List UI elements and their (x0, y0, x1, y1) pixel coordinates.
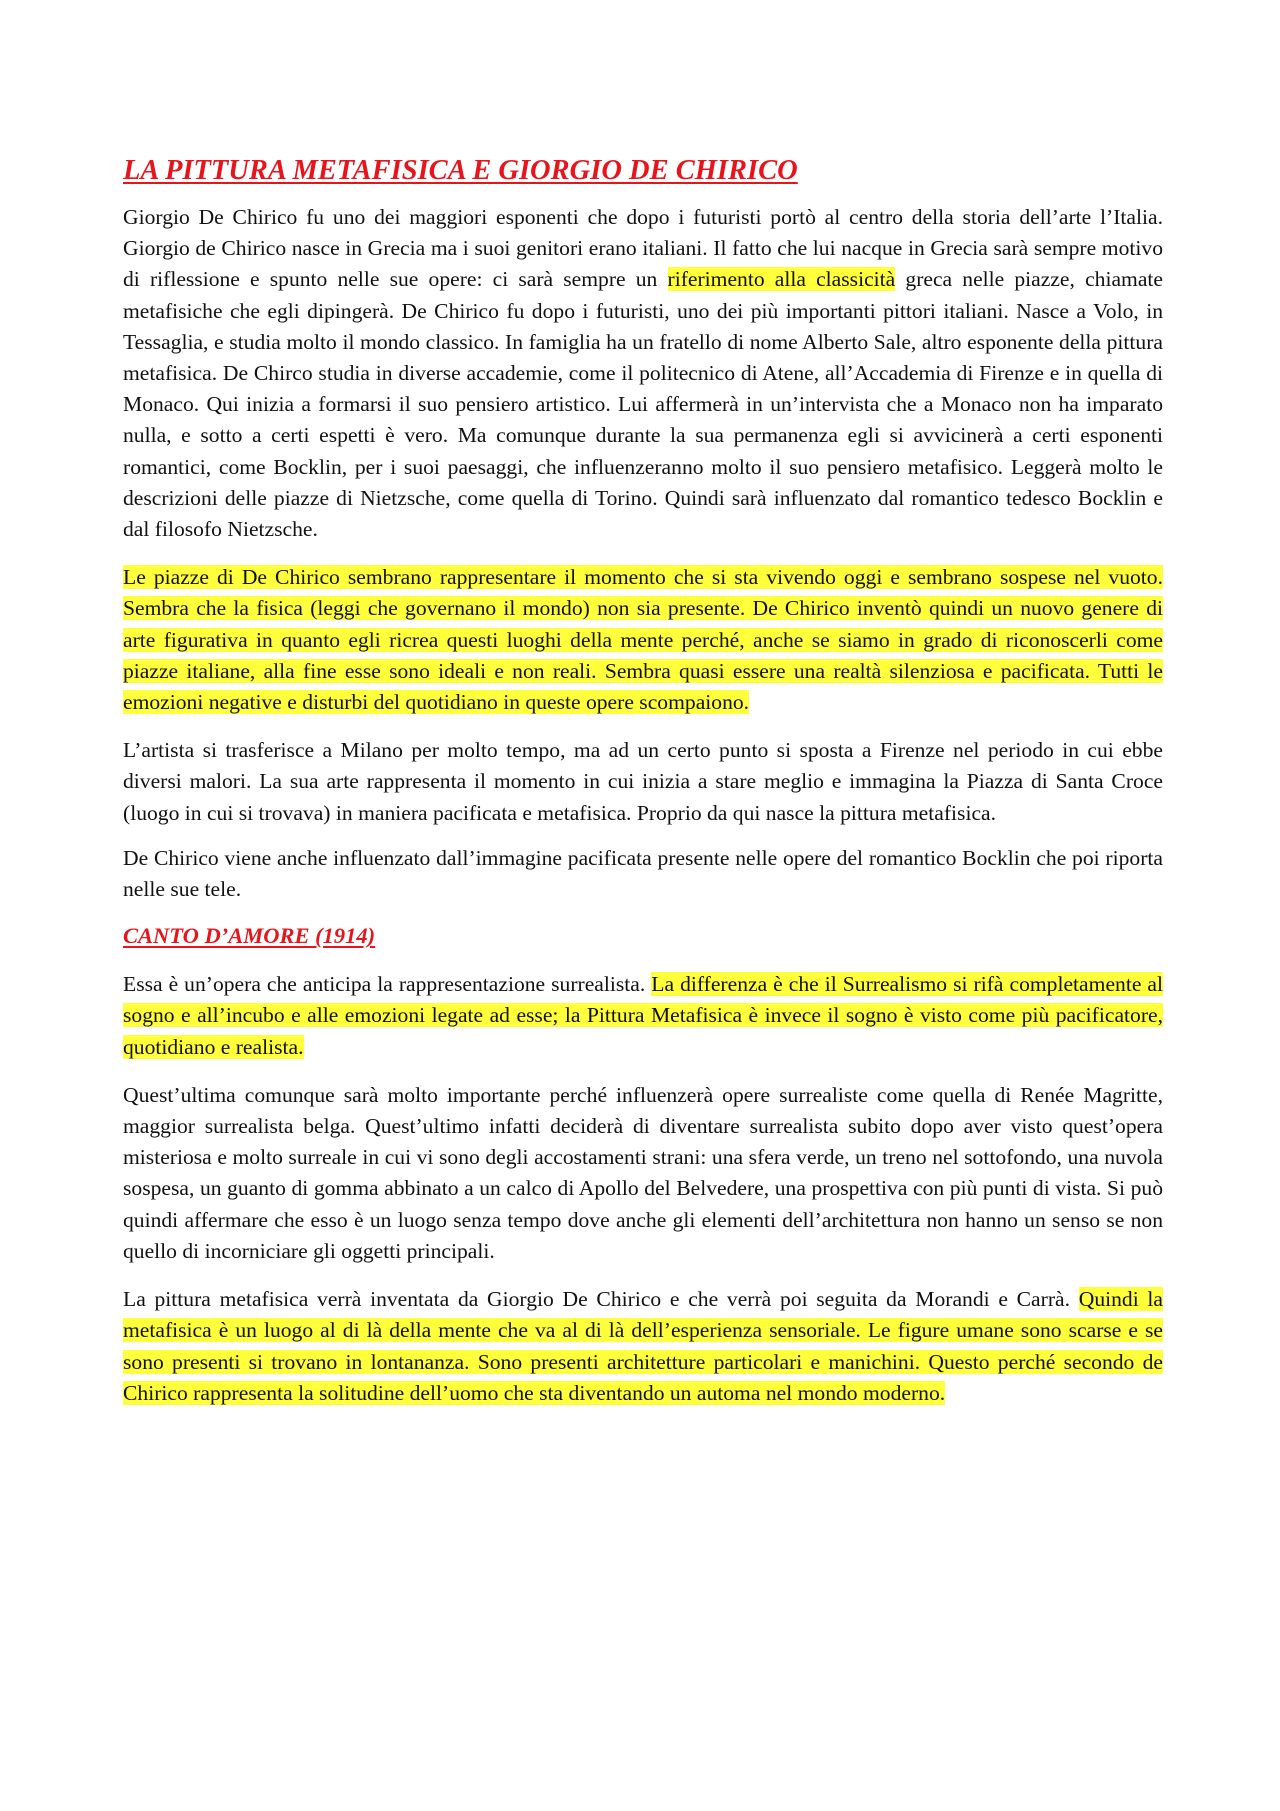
paragraph-milano: L’artista si trasferisce a Milano per molto tempo, ma ad un certo punto si sposta a Firenze nel periodo in cui ebbe diversi malori. La sua arte rappresenta il momento in cui inizia a stare meglio e immagina la Piazza di Santa Croce (luogo in cui si trovava) in maniera pacificata e metafisica. Proprio da qui nasce la pittura metafisica. (123, 738, 1163, 825)
paragraph-piazze (123, 562, 1163, 718)
paragraph-bocklin: De Chirico viene anche influenzato dall’immagine pacificata presente nelle opere del romantico Bocklin che poi riporta nelle sue tele. (123, 845, 1163, 902)
piazze-highlight: Le piazze di De Chirico sembrano rappresentare il momento che si sta vivendo oggi e sembrano sospese nel vuoto. Sembra che la fisica (leggi che governano il mondo) non sia presente. De Chirico inventò quindi un nuovo genere di arte figurativa in quanto egli ricrea questi luoghi della mente perché, anche se siamo in grado di riconoscerli come piazze italiane, alla fine esse sono ideali e non reali. Sembra quasi essere una realtà silenziosa e pacificata. Tutti le emozioni negative e disturbi del quotidiano in queste opere scompaiono. (123, 565, 1163, 715)
canto-highlight: La differenza è che il Surrealismo si rifà completamente al sogno e all’incubo e alle emozioni legate ad esse; la Pittura Metafisica è invece il sogno è visto come più pacificatore, quotidiano e realista. (123, 972, 1163, 1059)
section-title-canto: CANTO D’AMORE (1914) (123, 923, 376, 949)
document-title: LA PITTURA METAFISICA E GIORGIO DE CHIRICO (123, 155, 798, 186)
canto-text: Essa è un’opera che anticipa la rappresentazione surrealista. (123, 972, 652, 997)
paragraph-finale (123, 1284, 1163, 1409)
finale-text: La pittura metafisica verrà inventata da Giorgio De Chirico e che verrà poi seguita da Morandi e Carrà. (123, 1287, 1079, 1312)
document-page (123, 152, 1163, 1423)
finale-highlight: Quindi la metafisica è un luogo al di là della mente che va al di là dell’esperienza sensoriale. Le figure umane sono scarse e se sono presenti si trovano in lontananza. Sono presenti architetture particolari e manichini. Questo perché secondo de Chirico rappresenta la solitudine dell’uomo che sta diventando un automa nel mondo moderno. (123, 1287, 1164, 1405)
intro-text-1: Giorgio De Chirico fu uno dei maggiori esponenti che dopo i futuristi portò al centro della storia dell’arte l’Italia. Giorgio de Chirico nasce in Grecia ma i suoi genitori erano italiani. Il fatto che lui nacque in Grecia sarà sempre motivo di riflessione e spunto nelle sue opere: ci sarà sempre un (123, 205, 1163, 292)
paragraph-magritte: Quest’ultima comunque sarà molto importante perché influenzerà opere surrealiste come quella di Renée Magritte, maggior surrealista belga. Quest’ultimo infatti deciderà di diventare surrealista subito dopo aver visto quest’opera misteriosa e molto surreale in cui vi sono degli accostamenti strani: una sfera verde, un treno nel sottofondo, una nuvola sospesa, un guanto di gomma abbinato a un calco di Apollo del Belvedere, una prospettiva con più punti di vista. Si può quindi affermare che esso è un luogo senza tempo dove anche gli elementi dell’architettura non hanno un senso se non quello di incorniciare gli oggetti principali. (123, 1082, 1163, 1263)
intro-text-2: greca nelle piazze, chiamate metafisiche che egli dipingerà. De Chirico fu dopo i futuristi, uno dei più importanti pittori italiani. Nasce a Volo, in Tessaglia, e studia molto il mondo classico. In famiglia ha un fratello di nome Alberto Sale, altro esponente della pittura metafisica. De Chirco studia in diverse accademie, come il politecnico di Atene, all’Accademia di Firenze e in quella di Monaco. Qui inizia a formarsi il suo pensiero artistico. Lui affermerà in un’intervista che a Monaco non ha imparato nulla, e sotto a certi espetti è vero. Ma comunque durante la sua permanenza egli si avvicinerà a certi esponenti romantici, come Bocklin, per i suoi paesaggi, che influenzeranno molto il suo pensiero metafisico. Leggerà molto le descrizioni delle piazze di Nietzsche, come quella di Torino. Quindi sarà influenzato dal romantico tedesco Bocklin e dal filosofo Nietzsche. (123, 267, 1163, 542)
intro-highlight: riferimento alla classicità (667, 267, 896, 292)
paragraph-canto (123, 969, 1163, 1063)
paragraph-intro (123, 202, 1163, 545)
